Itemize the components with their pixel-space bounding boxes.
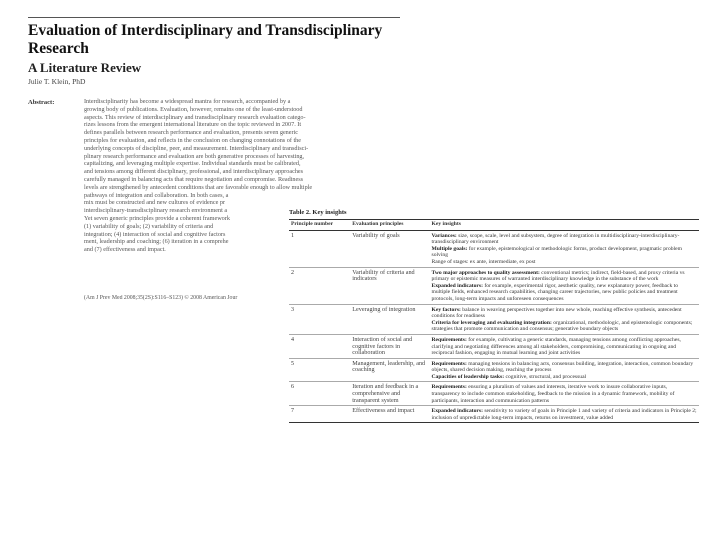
table-row — [289, 267, 699, 304]
table-body — [289, 230, 699, 423]
insight-text: cognitive, structural, and processual — [504, 373, 587, 380]
evaluation-principle-cell: Variability of criteria and indicators — [350, 267, 429, 304]
key-insights-cell — [430, 304, 699, 334]
insight-entry — [432, 374, 697, 381]
insight-entry — [432, 246, 697, 259]
header-principle-number: Principle number — [289, 220, 350, 231]
title-rule — [28, 17, 400, 18]
insight-entry — [432, 384, 697, 404]
insight-text: for example, epistemological or methodologic forms, product development, pragmatic problem solving — [431, 245, 682, 259]
principle-number-cell: 3 — [289, 304, 350, 334]
principle-number-cell: 7 — [289, 406, 350, 423]
table-row — [289, 304, 699, 334]
paper-title: Evaluation of Interdisciplinary and Transdisciplinary Research — [28, 22, 383, 57]
insight-text: ensuring a pluralism of values and interests, iterative work to insure collaborative inputs, transparency to include common stakeholding, feedback to the mission in a dynamic framework, mobility of participants, interaction and communication patterns — [431, 384, 675, 404]
header-key-insights: Key insights — [430, 220, 699, 231]
insight-entry — [432, 361, 697, 374]
abstract-line: integration; (4) interaction of social and cognitive factors — [84, 230, 226, 238]
evaluation-principle-cell: Iteration and feedback in a comprehensive and transparent system — [350, 382, 429, 406]
abstract-line: rizes lessons from the emergent international literature on the topic reviewed in 2007. It — [84, 121, 302, 129]
paper-author: Julie T. Klein, PhD — [28, 77, 86, 86]
key-insights-cell — [430, 382, 699, 406]
insight-text: conventional metrics; indirect, field-based, and proxy criteria vs primary or epistemic measures of warranted interdisciplinary knowledge in the substance of the work — [431, 269, 685, 283]
key-insights-cell — [430, 358, 699, 382]
insight-label: Expanded indicators: — [431, 282, 483, 289]
abstract-label: Abstract: — [28, 99, 55, 106]
evaluation-principle-cell: Interaction of social and cognitive factors in collaboration — [350, 334, 429, 358]
insight-entry — [432, 233, 697, 246]
insight-label: Criteria for leveraging and evaluating integration: — [431, 319, 552, 326]
insight-text: for example, experimental rigor, aesthetic quality, new explanatory power, feedback to multiple fields, enhanced research capabilities, changing career trajectories, new public policies and treatment protocols, long-term impacts and unforeseen consequences — [431, 282, 679, 302]
insight-label: Expanded indicators: — [431, 408, 483, 415]
abstract-line: pathways of integration and collaboration. In both cases, a — [84, 191, 229, 199]
insight-label: Requirements: — [431, 336, 467, 343]
insight-entry — [432, 320, 697, 333]
insight-entry — [432, 337, 697, 357]
evaluation-principle-cell: Effectiveness and impact — [350, 406, 429, 423]
table-caption: Table 2. Key insights — [289, 209, 347, 216]
insight-label: Requirements: — [431, 360, 467, 367]
principle-number-cell: 2 — [289, 267, 350, 304]
key-insights-cell — [430, 406, 699, 423]
key-insights-cell — [430, 267, 699, 304]
insight-entry — [432, 283, 697, 303]
key-insights-table-panel — [283, 207, 703, 522]
abstract-line: and (7) effectiveness and impact. — [84, 246, 166, 254]
abstract-line: interdisciplinary-transdisciplinary research environment a — [84, 207, 228, 215]
abstract-line: underlying concepts of discipline, peer, and measurement. Interdisciplinary and transdisci- — [84, 144, 309, 152]
insight-label: Requirements: — [431, 384, 467, 391]
insight-entry — [432, 270, 697, 283]
insight-text: organizational, methodologic, and epistemologic components; strategies that promote communication and consensus; generative boundary objects — [431, 319, 693, 333]
abstract-line: plinary research performance and evaluation are both generative processes of harvesting, — [84, 152, 305, 160]
abstract-line: aspects. This review of interdisciplinary and transdisciplinary research evaluation catego- — [84, 113, 306, 121]
table-row — [289, 406, 699, 423]
insight-entry — [432, 307, 697, 320]
abstract-citation: (Am J Prev Med 2008;35(2S):S116–S123) © 2008 American Jour — [84, 295, 238, 301]
insight-label: Multiple goals: — [431, 245, 468, 252]
abstract-line: Interdisciplinarity has become a widespread mantra for research, accompanied by a — [84, 98, 291, 105]
abstract-line: capitalizing, and leveraging multiple expertise. Individual standards must be calibrated, — [84, 160, 301, 168]
table-row — [289, 382, 699, 406]
evaluation-principle-cell: Variability of goals — [350, 230, 429, 267]
abstract-line: (1) variability of goals; (2) variability of criteria and — [84, 222, 214, 230]
abstract-line: levels are strengthened by antecedent conditions that are favorable enough to allow multiple — [84, 183, 313, 191]
paper-subtitle: A Literature Review — [28, 60, 142, 75]
insight-label: Two major approaches to quality assessment: — [431, 269, 540, 276]
abstract-line: and tensions among different disciplinary, professional, and interdisciplinary approaches — [84, 168, 304, 176]
principle-number-cell: 6 — [289, 382, 350, 406]
insight-entry — [432, 408, 697, 421]
insight-text: Range of stages: ex ante, intermediate, ex post — [431, 258, 536, 265]
table-row — [289, 230, 699, 267]
abstract-line: Yet seven generic principles provide a coherent framework — [84, 214, 230, 222]
abstract-line: mix must be constructed and new cultures of evidence pr — [84, 199, 226, 207]
key-insights-cell — [430, 230, 699, 267]
abstract-line: ment, leadership and coaching; (6) iteration in a comprehe — [84, 238, 229, 246]
principle-number-cell: 4 — [289, 334, 350, 358]
table-header-row — [289, 220, 699, 231]
insight-label: Variances: — [431, 232, 457, 239]
table-row — [289, 358, 699, 382]
abstract-line: principles for evaluation, and reflects in the conclusion on changing connotations of the — [84, 136, 302, 144]
table-row — [289, 334, 699, 358]
insight-text: for example, cultivating a generic standards, managing tensions among conflicting approaches, clarifying and negotiating differences among all stakeholders, compromising, communicating in ongoing and reciprocal fashion, engaging in mutual learning and joint activities — [431, 336, 681, 357]
key-insights-table — [289, 219, 699, 423]
principle-number-cell: 5 — [289, 358, 350, 382]
abstract-line: carefully managed in balancing acts that require negotiation and compromise. Readiness — [84, 175, 304, 183]
insight-text: sensitivity to variety of goals in Principle 1 and variety of criteria and indicators in Principle 2; inclusion of unpredictable long-term impacts, returns on investment, value added — [431, 408, 697, 421]
header-evaluation-principles: Evaluation principles — [350, 220, 429, 231]
insight-entry — [432, 259, 697, 266]
principle-number-cell: 1 — [289, 230, 350, 267]
abstract-line: growing body of publications. Evaluation, however, remains one of the least-understood — [84, 105, 303, 113]
insight-label: Capacities of leadership tasks: — [431, 373, 505, 380]
insight-text: managing tensions in balancing acts, consensus building, integration, interaction, common boundary objects, shared decision making, reaching the process — [431, 360, 694, 374]
insight-text: size, scope, scale, level and subsystem, degree of integration in multidisciplinary-interdisciplinary-transdisciplinary environment — [431, 232, 680, 246]
abstract-line: defines parallels between research performance and evaluation, presents seven generic — [84, 129, 299, 137]
insight-label: Key factors: — [431, 306, 461, 313]
evaluation-principle-cell: Leveraging of integration — [350, 304, 429, 334]
key-insights-cell — [430, 334, 699, 358]
evaluation-principle-cell: Management, leadership, and coaching — [350, 358, 429, 382]
insight-text: balance in weaving perspectives together into new whole, reaching effective synthesis, antecedent conditions for readiness — [431, 306, 682, 320]
